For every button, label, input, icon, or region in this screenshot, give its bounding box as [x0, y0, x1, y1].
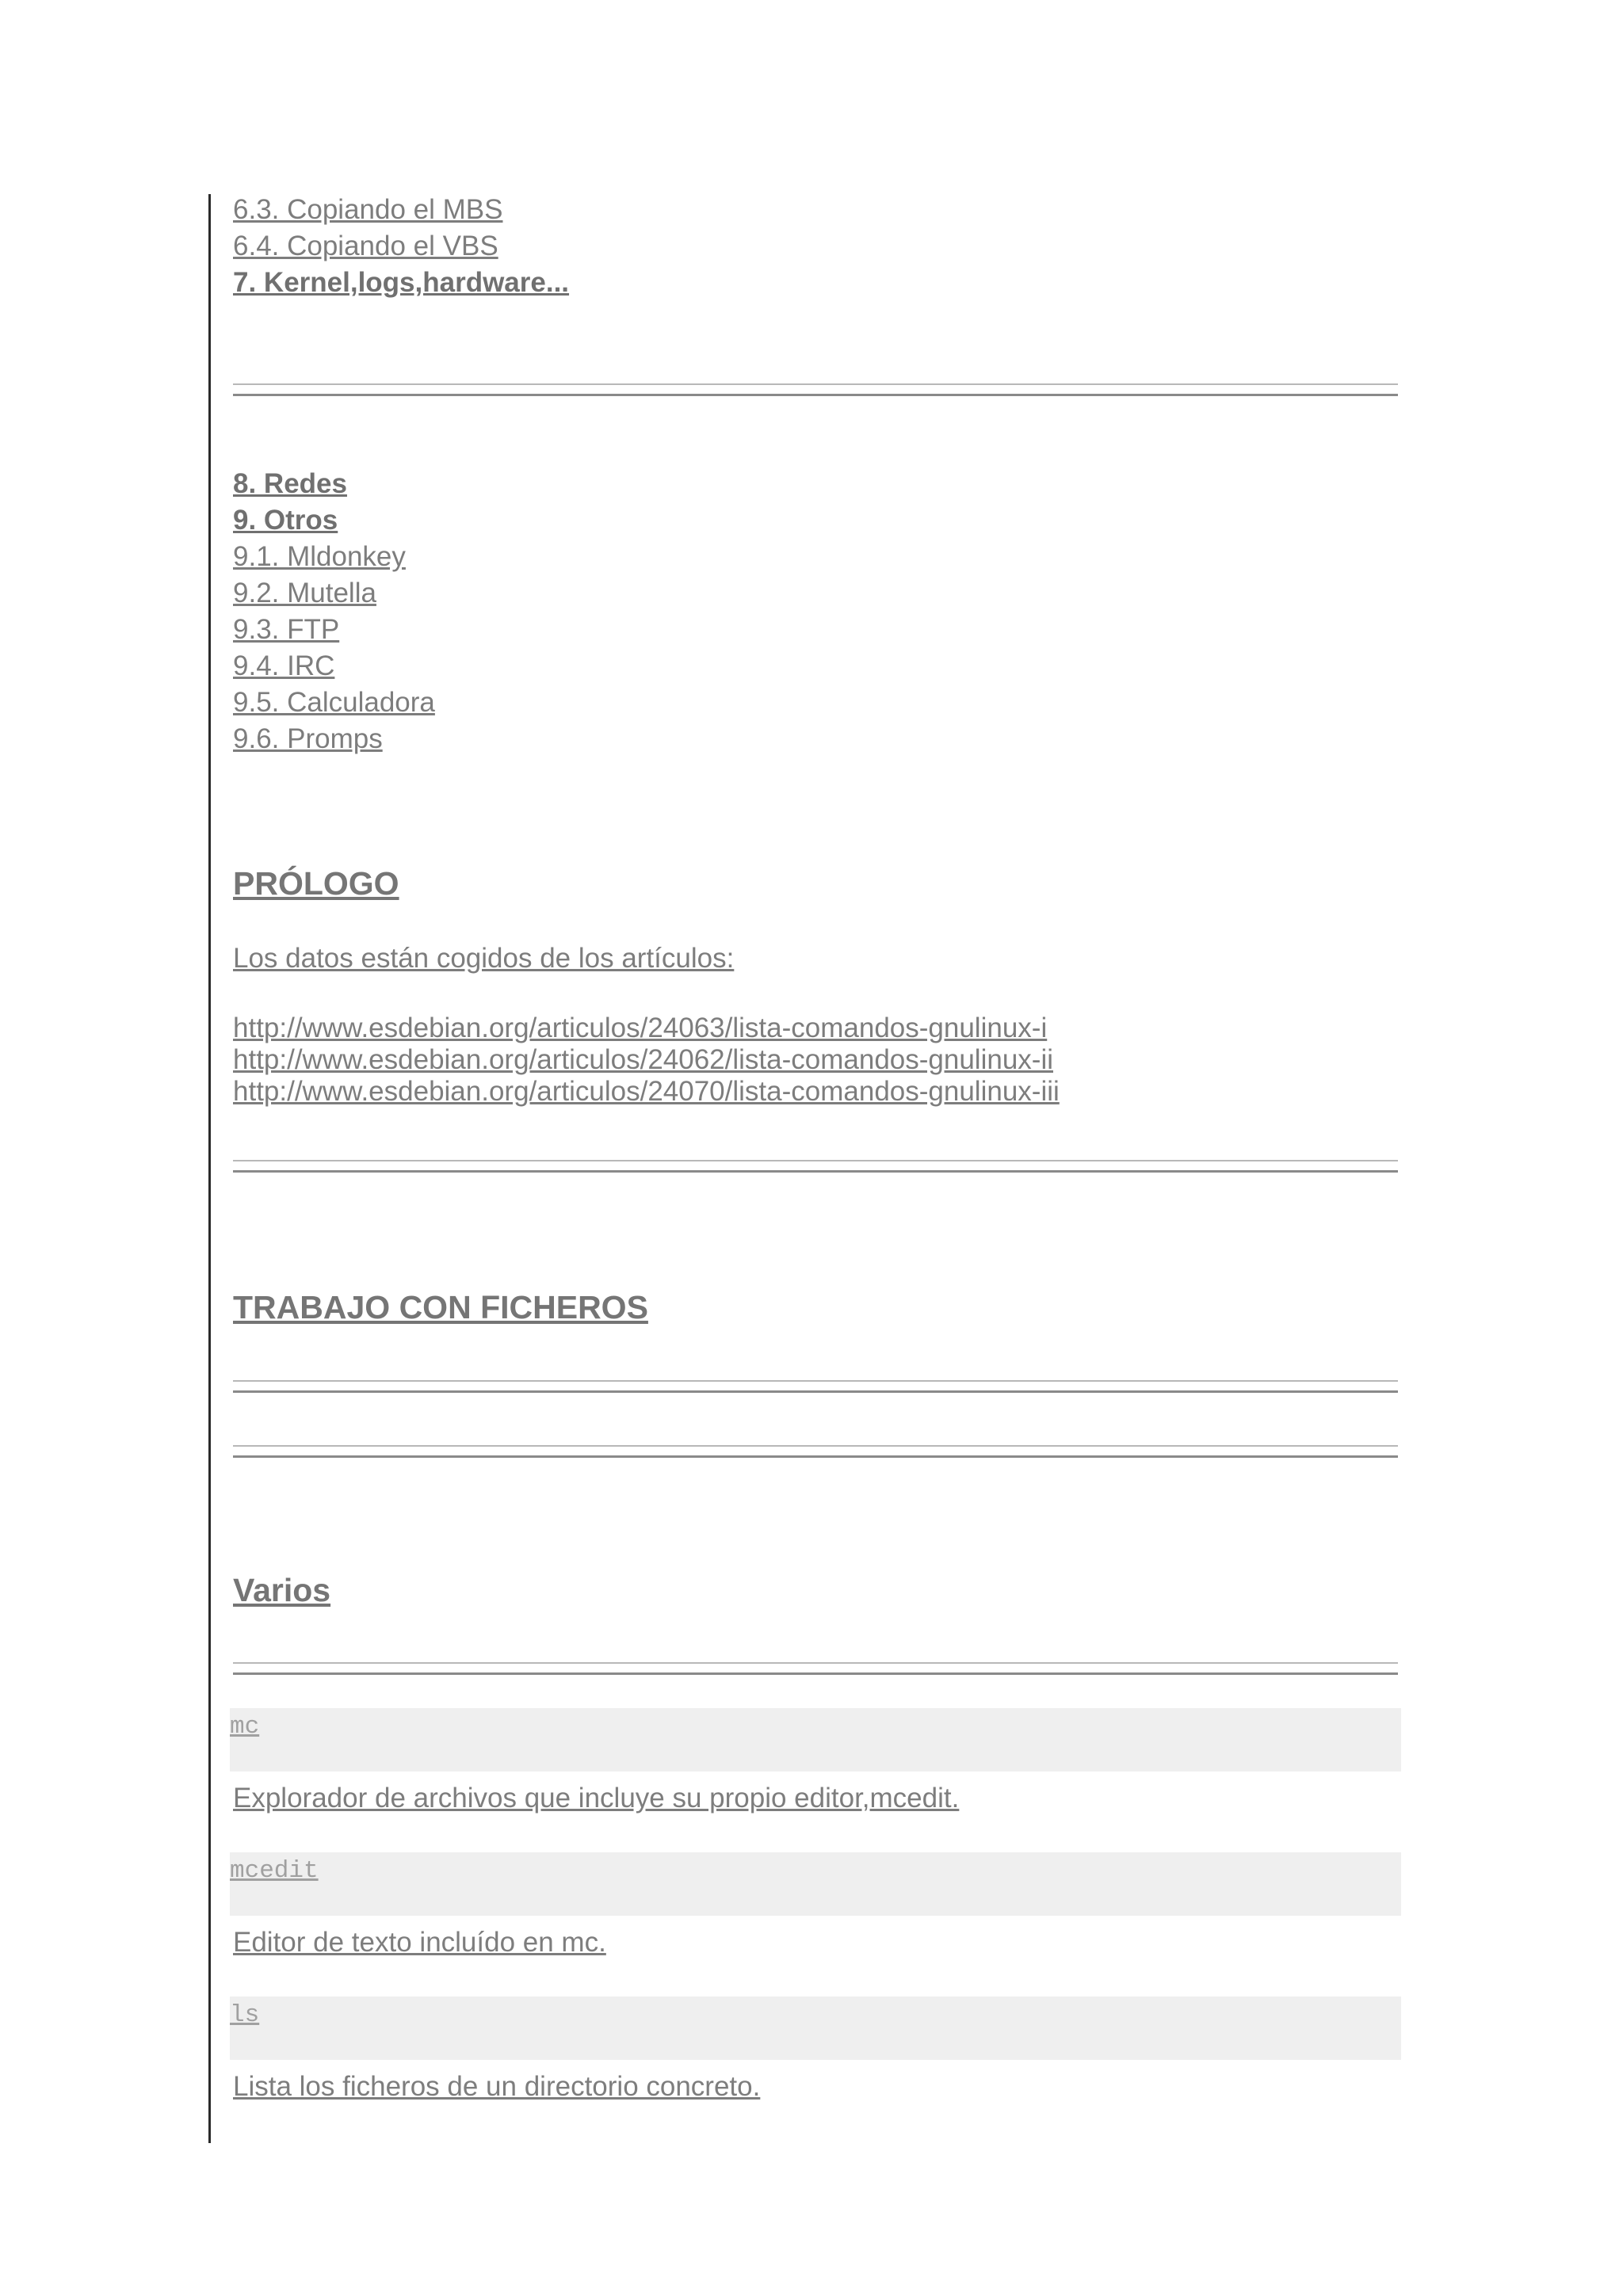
article-link-3[interactable]: http://www.esdebian.org/articulos/24070/lista-comandos-gnulinux-iii	[233, 1076, 1060, 1107]
toc-link-6-4[interactable]: 6.4. Copiando el VBS	[233, 231, 498, 261]
horizontal-rule	[233, 1662, 1398, 1675]
toc-link-9-5[interactable]: 9.5. Calculadora	[233, 687, 435, 718]
toc-link-9[interactable]: 9. Otros	[233, 505, 338, 536]
toc-link-6-3[interactable]: 6.3. Copiando el MBS	[233, 194, 503, 225]
horizontal-rule	[233, 383, 1398, 396]
code-mc: mc	[230, 1713, 260, 1741]
toc-list-bottom	[233, 466, 435, 757]
horizontal-rule	[233, 1380, 1398, 1393]
toc-list-top	[233, 192, 569, 301]
toc-link-7[interactable]: 7. Kernel,logs,hardware...	[233, 267, 570, 298]
prologo-heading: PRÓLOGO	[233, 865, 399, 902]
article-link-1[interactable]: http://www.esdebian.org/articulos/24063/lista-comandos-gnulinux-i	[233, 1013, 1048, 1043]
code-ls: ls	[230, 2001, 260, 2029]
prologo-link-list	[233, 1013, 1060, 1108]
toc-link-8[interactable]: 8. Redes	[233, 468, 347, 499]
toc-link-9-4[interactable]: 9.4. IRC	[233, 650, 335, 681]
article-link-2[interactable]: http://www.esdebian.org/articulos/24062/lista-comandos-gnulinux-ii	[233, 1044, 1053, 1075]
description-mcedit: Editor de texto incluído en mc.	[233, 1927, 606, 1958]
description-mc: Explorador de archivos que incluye su propio editor,mcedit.	[233, 1783, 960, 1814]
trabajo-heading: TRABAJO CON FICHEROS	[233, 1289, 648, 1325]
code-block-ls	[230, 1997, 1401, 2060]
horizontal-rule	[233, 1160, 1398, 1173]
prologo-intro: Los datos están cogidos de los artículos:	[233, 943, 735, 974]
toc-link-9-3[interactable]: 9.3. FTP	[233, 614, 340, 645]
toc-link-9-2[interactable]: 9.2. Mutella	[233, 578, 376, 608]
code-block-mc	[230, 1708, 1401, 1772]
left-margin-rule	[208, 194, 211, 2143]
toc-link-9-1[interactable]: 9.1. Mldonkey	[233, 541, 406, 572]
toc-link-9-6[interactable]: 9.6. Promps	[233, 723, 383, 754]
horizontal-rule	[233, 1445, 1398, 1458]
varios-heading: Varios	[233, 1572, 331, 1608]
code-block-mcedit	[230, 1852, 1401, 1916]
description-ls: Lista los ficheros de un directorio concreto.	[233, 2071, 761, 2102]
code-mcedit: mcedit	[230, 1857, 319, 1885]
